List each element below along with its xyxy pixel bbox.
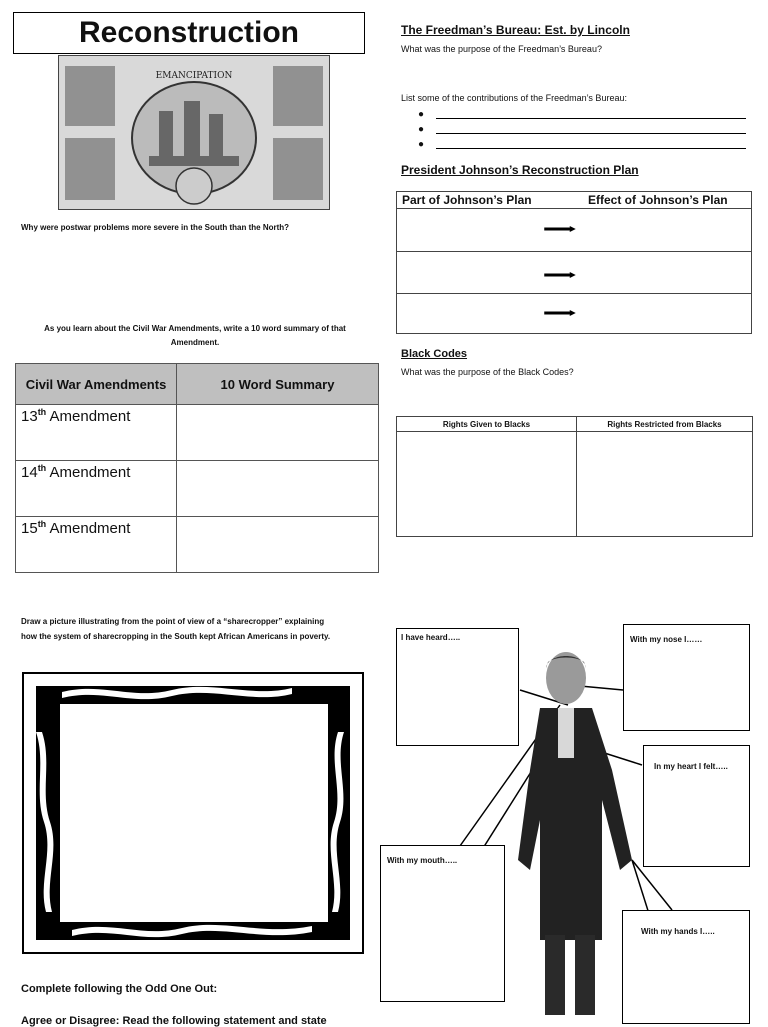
list-item (418, 125, 748, 140)
right-arrow-icon (539, 226, 581, 232)
drawing-frame[interactable] (22, 672, 364, 954)
bullet-icon: ● (418, 139, 425, 150)
page-title: Reconstruction (13, 12, 365, 54)
bureau-question: What was the purpose of the Freedman’s Bureau? (401, 44, 602, 54)
plan-row[interactable] (397, 251, 751, 294)
rights-restricted-header: Rights Restricted from Blacks (577, 417, 753, 432)
plan-row[interactable] (397, 293, 751, 334)
list-item (418, 140, 748, 155)
bullet-icon: ● (418, 124, 425, 135)
table-row (16, 517, 379, 573)
amendment-14: 14th Amendment (16, 461, 177, 517)
header-amendments: Civil War Amendments (16, 364, 177, 405)
plan-header-effect: Effect of Johnson’s Plan (588, 193, 728, 207)
johnson-plan-table (396, 191, 752, 334)
black-codes-heading: Black Codes (401, 348, 468, 360)
rights-table (396, 416, 753, 537)
sharecropper-prompt: Draw a picture illustrating from the point of view of a “sharecropper” explaining how the system of sharecropping in the South kept African Americans in poverty. (21, 617, 331, 641)
contributions-list (418, 110, 748, 155)
black-codes-question: What was the purpose of the Black Codes? (401, 367, 574, 377)
right-arrow-icon (539, 272, 581, 278)
speech-bubble-nose[interactable]: With my nose I…… (623, 624, 750, 731)
rights-given-cell[interactable] (397, 432, 577, 537)
bureau-heading: The Freedman’s Bureau: Est. by Lincoln (401, 23, 630, 37)
summary-cell-14[interactable] (177, 461, 379, 517)
emancipation-engraving (58, 55, 330, 210)
rights-given-header: Rights Given to Blacks (397, 417, 577, 432)
johnson-heading: President Johnson’s Reconstruction Plan (401, 163, 639, 177)
contributions-prompt: List some of the contributions of the Freedman’s Bureau: (401, 93, 627, 103)
table-row (16, 461, 379, 517)
rights-restricted-cell[interactable] (577, 432, 753, 537)
bullet-icon: ● (418, 109, 425, 120)
plan-header-part: Part of Johnson’s Plan (402, 193, 532, 207)
agree-disagree-heading: Agree or Disagree: Read the following statement and state (21, 1015, 327, 1027)
summary-cell-15[interactable] (177, 517, 379, 573)
amendment-15: 15th Amendment (16, 517, 177, 573)
plan-row[interactable] (397, 208, 751, 252)
odd-one-out-heading: Complete following the Odd One Out: (21, 983, 218, 995)
speech-bubble-heard[interactable]: I have heard….. (396, 628, 519, 746)
amendments-prompt: As you learn about the Civil War Amendments, write a 10 word summary of that Amendment. (44, 324, 346, 347)
answer-line[interactable] (436, 133, 746, 134)
list-item (418, 110, 748, 125)
right-arrow-icon (539, 310, 581, 316)
answer-line[interactable] (436, 118, 746, 119)
header-summary: 10 Word Summary (177, 364, 379, 405)
engraving-caption: EMANCIPATION (155, 71, 233, 81)
amendments-table (15, 363, 379, 573)
summary-cell-13[interactable] (177, 405, 379, 461)
answer-line[interactable] (436, 148, 746, 149)
speech-bubble-mouth[interactable]: With my mouth….. (380, 845, 505, 1002)
table-row (16, 405, 379, 461)
postwar-question: Why were postwar problems more severe in the South than the North? (21, 223, 290, 232)
speech-bubble-hands[interactable]: With my hands I….. (622, 910, 750, 1024)
amendment-13: 13th Amendment (16, 405, 177, 461)
speech-bubble-heart[interactable]: In my heart I felt….. (643, 745, 750, 867)
